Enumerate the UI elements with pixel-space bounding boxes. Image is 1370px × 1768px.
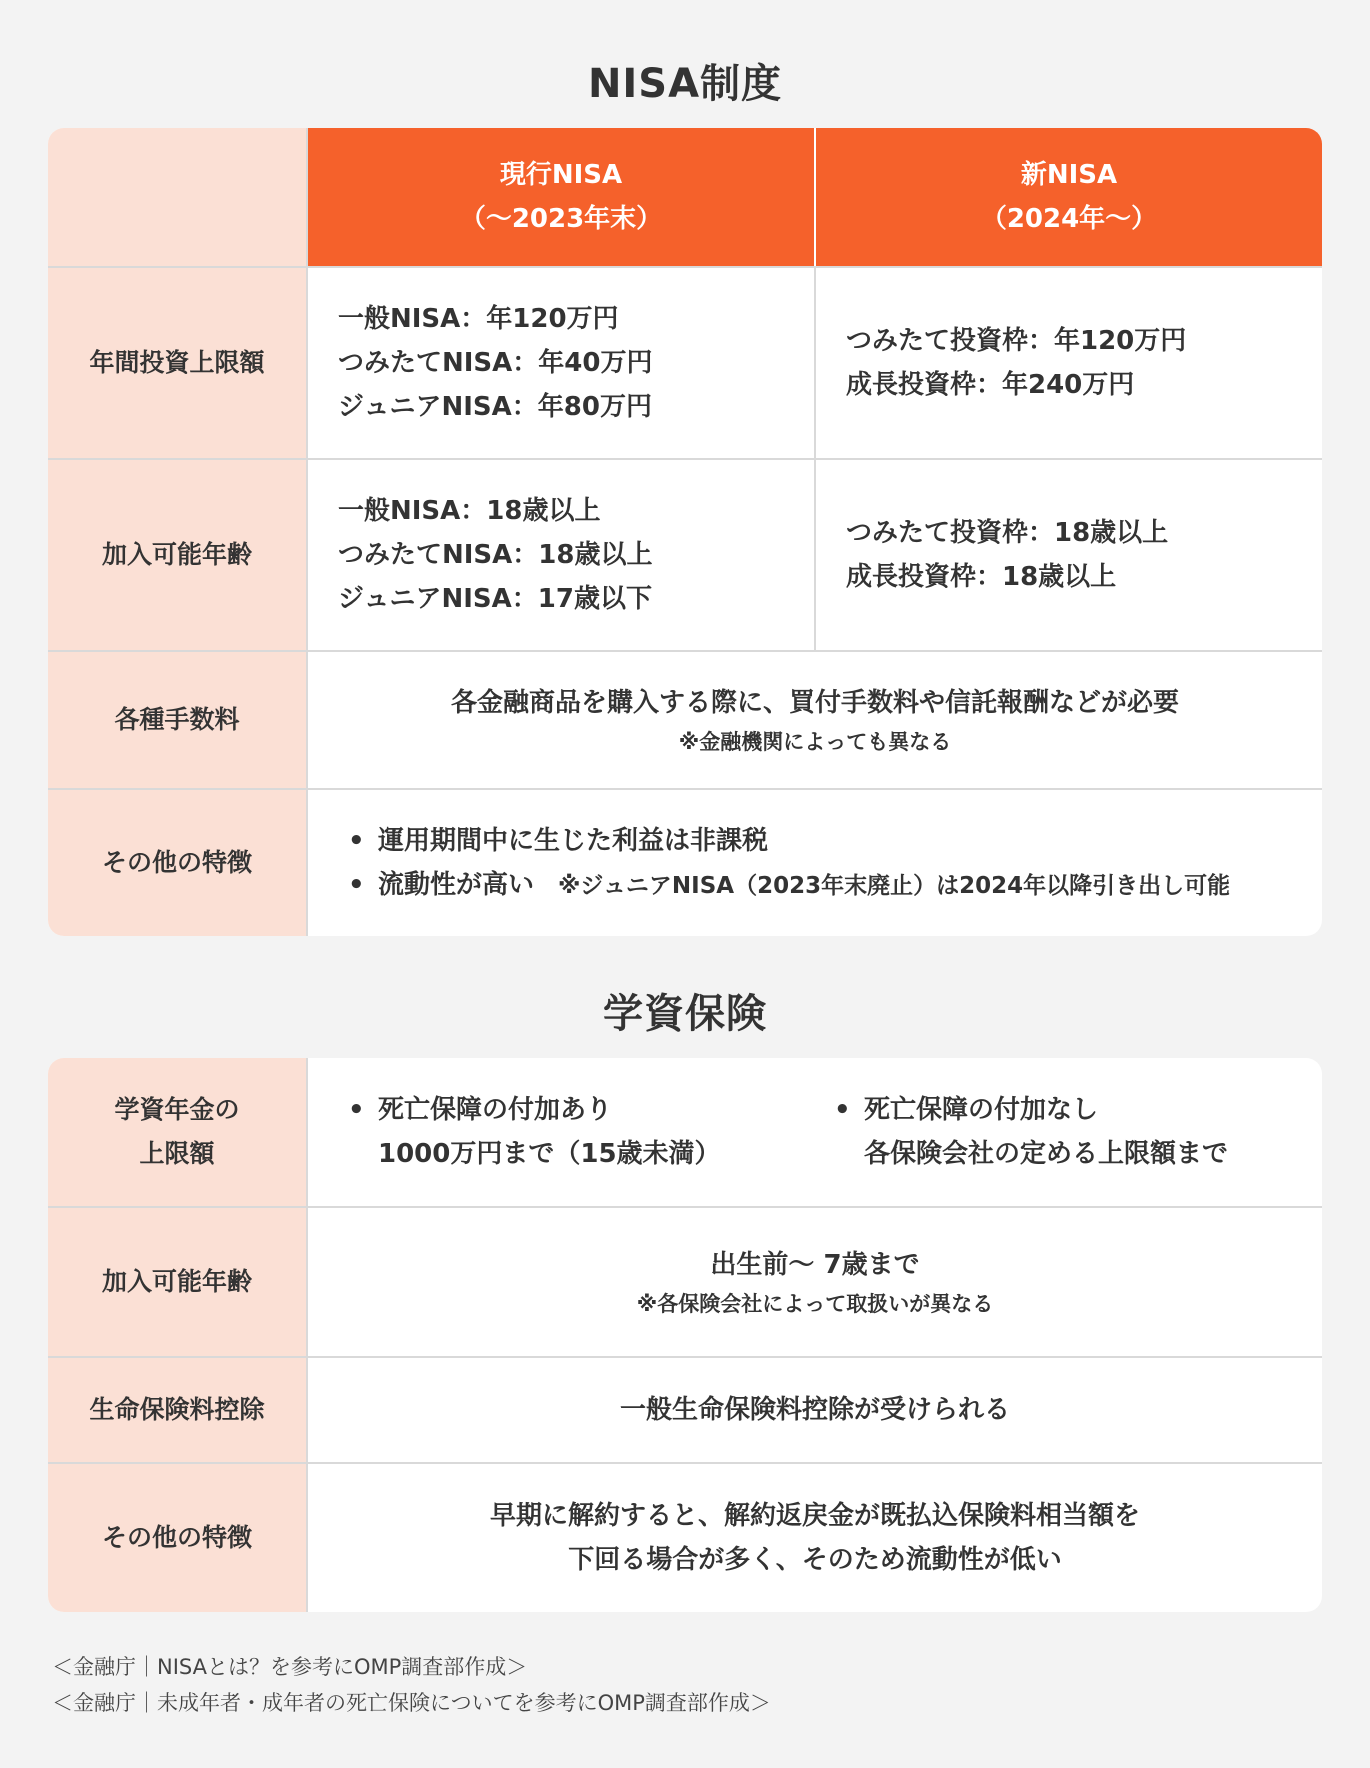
ins-deduction-cell (308, 1358, 1322, 1462)
ins-row-deduction (48, 1358, 1322, 1464)
header-current-title: 現行NISA (499, 160, 623, 190)
cell-line: ジュニアNISA：年80万円 (338, 392, 652, 422)
row-label: 年間投資上限額 (48, 268, 308, 458)
source-note: ＜金融庁｜NISAとは？を参考にOMP調査部作成＞ (52, 1655, 528, 1679)
insurance-table (48, 1058, 1322, 1612)
ins-row-other (48, 1464, 1322, 1612)
cell-line: つみたて投資枠：年120万円 (846, 326, 1187, 356)
ins-other-cell (308, 1464, 1322, 1612)
row-label: 加入可能年齢 (48, 460, 308, 650)
row-label: 加入可能年齢 (48, 1208, 308, 1356)
nisa-limit-new (814, 268, 1322, 458)
cell-line: 下回る場合が多く、そのため流動性が低い (568, 1545, 1062, 1575)
bullet-text: • 死亡保障の付加あり (348, 1088, 794, 1132)
bullet-text: • 死亡保障の付加なし (834, 1088, 1322, 1132)
row-label: 生命保険料控除 (48, 1358, 308, 1462)
cell-line: 一般NISA：年120万円 (338, 304, 619, 334)
cell-line: 成長投資枠：年240万円 (846, 370, 1135, 400)
ins-row-age (48, 1208, 1322, 1358)
row-label: その他の特徴 (48, 790, 308, 936)
nisa-row-other (48, 790, 1322, 936)
row-label (48, 1058, 308, 1206)
ins-row-limit (48, 1058, 1322, 1208)
cell-line: 成長投資枠：18歳以上 (846, 562, 1117, 592)
cell-note: ※各保険会社によって取扱いが異なる (636, 1292, 994, 1316)
nisa-row-limit (48, 268, 1322, 460)
bullet-text: 流動性が高い (378, 869, 535, 900)
row-label-line: 学資年金の (114, 1095, 240, 1124)
nisa-title: NISA制度 (587, 61, 783, 107)
row-label-line: 上限額 (139, 1139, 215, 1168)
nisa-age-new (814, 460, 1322, 650)
ins-limit-cell (308, 1058, 1322, 1206)
nisa-other-cell (308, 790, 1322, 936)
cell-line: 一般生命保険料控除が受けられる (619, 1395, 1010, 1425)
nisa-table (48, 128, 1322, 936)
bullet-note: ※ジュニアNISA（2023年末廃止）は2024年以降引き出し可能 (558, 872, 1231, 899)
bullet-text: 運用期間中に生じた利益は非課税 (378, 825, 769, 856)
nisa-limit-current (308, 268, 814, 458)
row-label: 各種手数料 (48, 652, 308, 788)
cell-line: 早期に解約すると、解約返戻金が既払込保険料相当額を (489, 1501, 1140, 1531)
cell-line: ジュニアNISA：17歳以下 (338, 584, 652, 614)
cell-line: 各金融商品を購入する際に、買付手数料や信託報酬などが必要 (450, 688, 1179, 718)
nisa-header-current (308, 128, 814, 266)
header-current-period: （〜2023年末） (459, 204, 663, 234)
cell-line: つみたてNISA：18歳以上 (338, 540, 653, 570)
nisa-fee-cell (308, 652, 1322, 788)
ins-limit-right (794, 1088, 1322, 1176)
ins-limit-left (308, 1088, 794, 1176)
cell-line: つみたて投資枠：18歳以上 (846, 518, 1169, 548)
nisa-row-age (48, 460, 1322, 652)
cell-line: つみたてNISA：年40万円 (338, 348, 653, 378)
nisa-header-row (48, 128, 1322, 268)
bullet-item (348, 863, 1322, 908)
cell-line: 出生前〜 7歳まで (710, 1250, 920, 1280)
header-new-title: 新NISA (1020, 160, 1118, 190)
bullet-item (348, 819, 1322, 863)
nisa-row-fee (48, 652, 1322, 790)
bullet-sub: 各保険会社の定める上限額まで (864, 1139, 1229, 1169)
nisa-header-new (814, 128, 1322, 266)
ins-age-cell (308, 1208, 1322, 1356)
bullet-sub: 1000万円まで（15歳未満） (378, 1139, 721, 1169)
nisa-age-current (308, 460, 814, 650)
nisa-header-corner (48, 128, 308, 266)
sources (52, 1649, 771, 1721)
cell-line: 一般NISA：18歳以上 (338, 496, 601, 526)
header-new-period: （2024年〜） (980, 204, 1158, 234)
insurance-title: 学資保険 (603, 991, 767, 1037)
row-label: その他の特徴 (48, 1464, 308, 1612)
cell-note: ※金融機関によっても異なる (678, 730, 952, 754)
source-note: ＜金融庁｜未成年者・成年者の死亡保険についてを参考にOMP調査部作成＞ (52, 1691, 771, 1715)
